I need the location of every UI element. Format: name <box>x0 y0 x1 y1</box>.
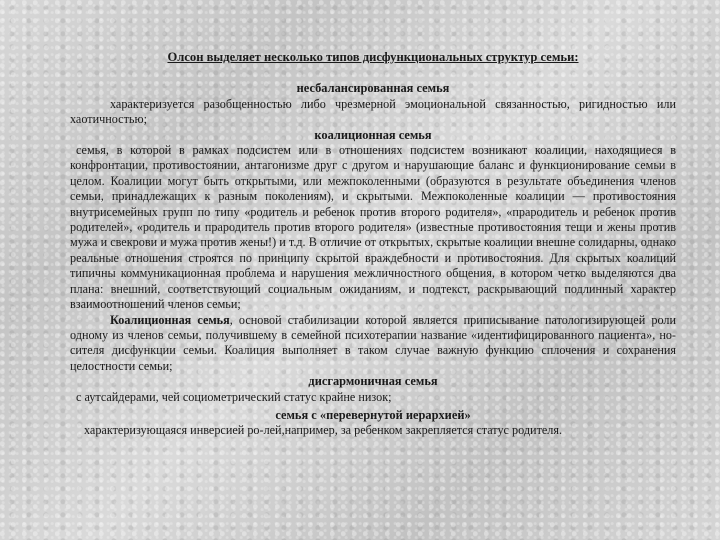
type-text-coalition: семья, в которой в рамках подсистем или в отношениях подсистем возникают коалиции, находящиеся в конфронтации, противостоянии, антагонизме друг с другом и нарушающие баланс и функционирование семьи в целом. Коалиции могут быть открытыми, или межпоколенными (образуются в результате объединения членов семьи, принадлежащих к разным поколениям), и скрытыми. Межпоколенные коалиции — противостояния внутрисемейных групп по типу «родитель и ребенок против второго родителя», «прародитель и ребенок против родителей», «родитель и прародитель против второго родителя» (известные противостояния тещи и жены против мужа и свекрови и мужа против жены!) и т.д. В отличие от открытых, скрытые коалиции внешне солидарны, однако реальные отношения строятся по принципу скрытой враждебности и противостояния. Для скрытых коалиций типичны коммуникационная проблема и нарушения межличностного общения, в котором четко выделяются два плана: внешний, соответствующий социальным ожиданиям, и подтекст, раскрывающий подлинный характер взаимоотношений членов семьи; <box>70 143 676 312</box>
type-text-unbalanced: характеризуется разобщенностью либо чрезмерной эмоциональной связанностью, ригидностью или хаотичностью; <box>70 96 676 127</box>
type-text-disharmonious: с аутсайдерами, чей социометрический статус крайне низок; <box>76 389 392 404</box>
type-title-disharmonious: дисгармоничная семья <box>308 374 438 389</box>
coalition-lead-rest: , основой стабилизации которой является приписывание патологизирующей роли одному из членов семьи, получившему в семейной психотерапии название «идентифицированного пациента», но-сителя дисфункции семьи. Коалиция выполняет в таком случае важную функцию сплочения и сохранения целостности семьи; <box>70 312 676 373</box>
type-title-inverted: семья с «перевернутой иерархией» <box>275 407 471 422</box>
type-title-coalition: коалиционная семья <box>314 127 432 142</box>
coalition-lead: Коалиционная семья <box>110 312 230 327</box>
coalition-paragraph <box>70 313 676 375</box>
page-heading: Олсон выделяет несколько типов дисфункциональных структур семьи: <box>167 50 579 64</box>
document-page <box>70 50 676 439</box>
type-title-unbalanced: несбалансированная семья <box>296 81 450 96</box>
type-text-inverted: характеризующаяся инверсией ро-лей,например, за ребенком закрепляется статус родителя. <box>84 423 563 438</box>
